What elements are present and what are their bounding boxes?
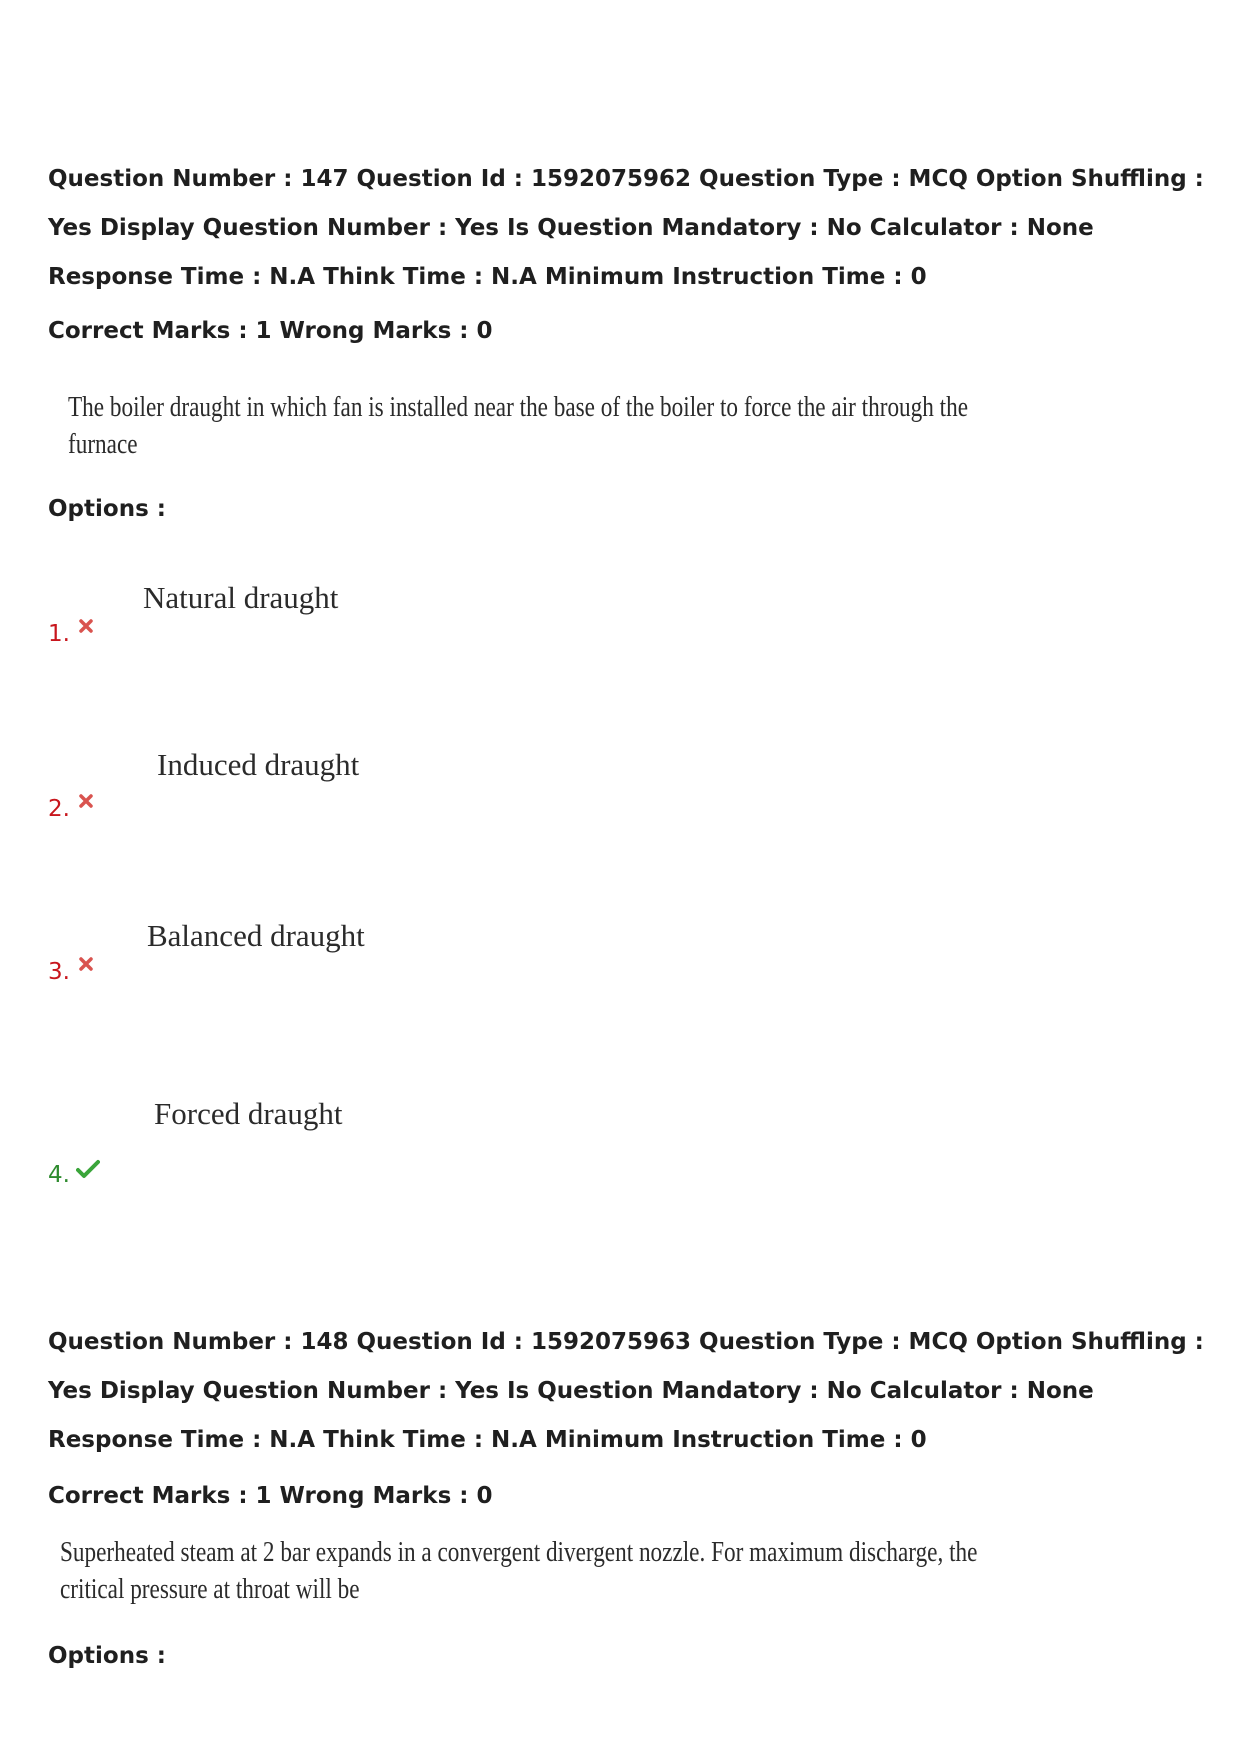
option-number: 3. <box>48 959 70 985</box>
option-text: Natural draught <box>143 580 339 615</box>
question-marks: Correct Marks : 1 Wrong Marks : 0 <box>48 1483 493 1509</box>
check-icon <box>76 1159 100 1179</box>
option-number: 1. <box>48 621 70 647</box>
question-text: Superheated steam at 2 bar expands in a convergent divergent nozzle. For maximum discharge, the critical pressure at throat will be <box>60 1536 978 1605</box>
options-label: Options : <box>48 496 166 522</box>
cross-icon <box>78 956 94 972</box>
cross-icon <box>78 793 94 809</box>
option-text: Induced draught <box>157 747 360 782</box>
question-text: The boiler draught in which fan is installed near the base of the boiler to force the air through the furnace <box>68 391 968 460</box>
option-text: Balanced draught <box>147 918 365 953</box>
cross-icon <box>78 618 94 634</box>
option-text: Forced draught <box>154 1096 343 1131</box>
options-label: Options : <box>48 1643 166 1669</box>
question-meta: Question Number : 148 Question Id : 1592075963 Question Type : MCQ Option Shuffling : Yes Display Question Number : Yes Is Question Mandatory : No Calculator : None Response Time : N.A Think Time : N.A Minimum Instruction Time : 0 <box>48 1329 1204 1453</box>
question-marks: Correct Marks : 1 Wrong Marks : 0 <box>48 318 493 344</box>
option-number: 4. <box>48 1162 70 1188</box>
option-number: 2. <box>48 796 70 822</box>
question-meta: Question Number : 147 Question Id : 1592075962 Question Type : MCQ Option Shuffling : Yes Display Question Number : Yes Is Question Mandatory : No Calculator : None Response Time : N.A Think Time : N.A Minimum Instruction Time : 0 <box>48 166 1204 290</box>
